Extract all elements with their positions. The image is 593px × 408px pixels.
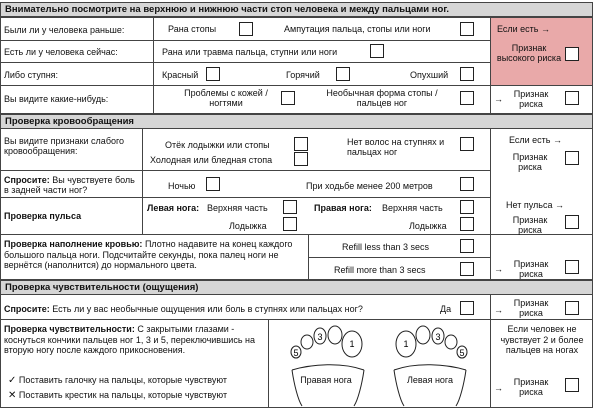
sensation-risk-label-2: Признак риска bbox=[513, 377, 549, 397]
checkbox-sensation-risk-1[interactable] bbox=[565, 301, 579, 315]
ulcer-q4-label: Вы видите какие-нибудь: bbox=[4, 94, 109, 104]
sensation-yes-label: Да bbox=[440, 304, 452, 314]
right-toe-5-label: 5 bbox=[293, 348, 299, 358]
right-foot-outline bbox=[292, 365, 364, 406]
checkbox-refill-more[interactable] bbox=[460, 262, 474, 276]
checkbox-previous-amputation[interactable] bbox=[460, 22, 474, 36]
checkbox-ulcer-risk[interactable] bbox=[565, 91, 579, 105]
checkbox-pulse-left-ankle[interactable] bbox=[283, 217, 297, 231]
pulse-left-leg: Левая нога: bbox=[147, 203, 200, 213]
circulation-opt-no-hair: Нет волос на ступнях и пальцах ног bbox=[347, 137, 445, 157]
checkbox-pulse-right-ankle[interactable] bbox=[460, 217, 474, 231]
pulse-left-ankle: Лодыжка bbox=[229, 221, 267, 231]
ulcer-q4-opt1: Проблемы с кожей / ногтями bbox=[184, 88, 268, 108]
ulcer-q1-opt1: Рана стопы bbox=[168, 24, 217, 34]
tick-note: ✓ Поставить галочку на пальцы, которые чувствуют bbox=[8, 375, 228, 386]
ulcer-q2-opt1: Рана или травма пальца, ступни или ноги bbox=[162, 47, 338, 57]
checkbox-cold-pale-foot[interactable] bbox=[294, 152, 308, 166]
checkbox-pain-night[interactable] bbox=[206, 177, 220, 191]
circulation-risk-label-1: Признак риска bbox=[512, 152, 548, 172]
tick-icon: ✓ bbox=[8, 375, 17, 386]
sensation-risk-label-1: Признак риска bbox=[513, 298, 549, 318]
ulcer-q3-opt1: Красный bbox=[162, 70, 199, 80]
checkbox-pulse-right-top[interactable] bbox=[460, 200, 474, 214]
pulse-right-ankle: Лодыжка bbox=[409, 221, 447, 231]
inspection-header-text: Внимательно посмотрите на верхнюю и нижнюю части стоп человека и между пальцами ног. bbox=[5, 4, 449, 15]
circulation-risk-label-2: Признак риска bbox=[512, 215, 548, 235]
sensation-test-instructions: Проверка чувствительности: С закрытыми глазами - коснуться кончики пальцев ног 1, 3 и 5, переключившись на вторую ногу после каждого прикосновения. bbox=[4, 324, 256, 355]
refill-less-label: Refill less than 3 secs bbox=[342, 242, 430, 252]
arrow-right-icon: → bbox=[554, 200, 564, 210]
cross-icon: ✕ bbox=[8, 390, 17, 401]
circulation-opt-ankle-swelling: Отёк лодыжки или стопы bbox=[165, 140, 270, 150]
checkbox-pain-walking[interactable] bbox=[460, 177, 474, 191]
ulcer-q3-opt2: Горячий bbox=[286, 70, 320, 80]
section-header-inspection bbox=[0, 2, 593, 17]
checkbox-hot[interactable] bbox=[336, 67, 350, 81]
circulation-ask-opt-walking: При ходьбе менее 200 метров bbox=[306, 181, 433, 191]
feet-diagram bbox=[272, 322, 486, 406]
arrow-right-icon: → bbox=[494, 305, 503, 315]
checkbox-previous-ulcer[interactable] bbox=[239, 22, 253, 36]
ulcer-q3-opt3: Опухший bbox=[410, 70, 449, 80]
section-header-circulation bbox=[0, 114, 593, 129]
right-toe-3-label: 3 bbox=[317, 332, 323, 342]
right-foot-label: Правая нога bbox=[296, 375, 356, 385]
cross-note: ✕ Поставить крестик на пальцы, которые чувствуют bbox=[8, 390, 228, 401]
checkbox-skin-nail-problems[interactable] bbox=[281, 91, 295, 105]
checkbox-swollen[interactable] bbox=[460, 67, 474, 81]
ulcer-q1-opt2: Ампутация пальца, стопы или ноги bbox=[284, 24, 431, 34]
ulcer-q2-label: Есть ли у человека сейчас: bbox=[4, 47, 118, 57]
circulation-ask-opt-night: Ночью bbox=[168, 181, 196, 191]
arrow-right-icon: → bbox=[494, 264, 503, 274]
checkbox-unusual-foot-shape[interactable] bbox=[460, 91, 474, 105]
circulation-if-any: Если есть → bbox=[509, 135, 563, 145]
left-toe-3-label: 3 bbox=[435, 332, 441, 342]
checkbox-high-risk[interactable] bbox=[565, 47, 579, 61]
ulcer-q3-label: Либо ступня: bbox=[4, 70, 59, 80]
checkbox-sensation-yes[interactable] bbox=[460, 301, 474, 315]
left-toe-5-label: 5 bbox=[459, 348, 465, 358]
left-toe-1-label: 1 bbox=[403, 339, 409, 349]
circulation-title: Проверка кровообращения bbox=[5, 116, 134, 127]
arrow-right-icon: → bbox=[553, 135, 563, 145]
sensation-title: Проверка чувствительности (ощущения) bbox=[5, 282, 199, 293]
pulse-left-top: Верхняя часть bbox=[207, 203, 268, 213]
arrow-right-icon: → bbox=[494, 383, 503, 393]
ulcer-risk-label: Признак риска bbox=[513, 89, 549, 109]
checkbox-pulse-left-top[interactable] bbox=[283, 200, 297, 214]
checkbox-circulation-risk[interactable] bbox=[565, 151, 579, 165]
pulse-title: Проверка пульса bbox=[4, 211, 82, 221]
arrow-right-icon: → bbox=[541, 24, 551, 34]
checkbox-red[interactable] bbox=[206, 67, 220, 81]
circulation-ask: Спросите: Вы чувствуете боль в задней части ног? bbox=[4, 175, 135, 195]
ulcer-q1-label: Были ли у человека раньше: bbox=[4, 25, 125, 35]
ulcer-q4-opt2: Необычная форма стопы / пальцев ног bbox=[326, 88, 438, 108]
high-risk-label: Признак высокого риска bbox=[496, 43, 562, 63]
sensation-ask: Спросите: Есть ли у вас необычные ощущения или боль в ступнях или пальцах ног? bbox=[4, 304, 363, 314]
checkbox-current-wound[interactable] bbox=[370, 44, 384, 58]
pulse-right-top: Верхняя часть bbox=[382, 203, 443, 213]
left-foot-outline bbox=[394, 365, 466, 406]
cannot-feel-label: Если человек не чувствует 2 и более пальцев на ногах bbox=[500, 324, 584, 355]
checkbox-ankle-swelling[interactable] bbox=[294, 137, 308, 151]
pulse-right-leg: Правая нога: bbox=[314, 203, 372, 213]
right-toe-1-label: 1 bbox=[349, 339, 355, 349]
checkbox-no-hair[interactable] bbox=[460, 137, 474, 151]
section-header-sensation bbox=[0, 280, 593, 295]
checkbox-refill-less[interactable] bbox=[460, 239, 474, 253]
checkbox-no-pulse-risk[interactable] bbox=[565, 215, 579, 229]
refill-risk-label: Признак риска bbox=[513, 259, 549, 279]
left-foot-label: Левая нога bbox=[402, 375, 458, 385]
circulation-q1-label: Вы видите признаки слабого кровообращения: bbox=[4, 136, 125, 156]
arrow-right-icon: → bbox=[494, 94, 503, 104]
checkbox-refill-risk[interactable] bbox=[565, 260, 579, 274]
checkbox-sensation-risk-2[interactable] bbox=[565, 378, 579, 392]
no-pulse-label: Нет пульса → bbox=[506, 200, 564, 210]
high-risk-if-any: Если есть → bbox=[497, 24, 551, 34]
refill-more-label: Refill more than 3 secs bbox=[334, 265, 426, 275]
refill-instructions: Проверка наполнение кровью: Плотно надавите на конец каждого большого пальца ноги. Подсчитайте секунды, пока палец ноги не вернётся (наполнится) до нормального цвета. bbox=[4, 239, 293, 270]
circulation-opt-cold-foot: Холодная или бледная стопа bbox=[150, 155, 273, 165]
